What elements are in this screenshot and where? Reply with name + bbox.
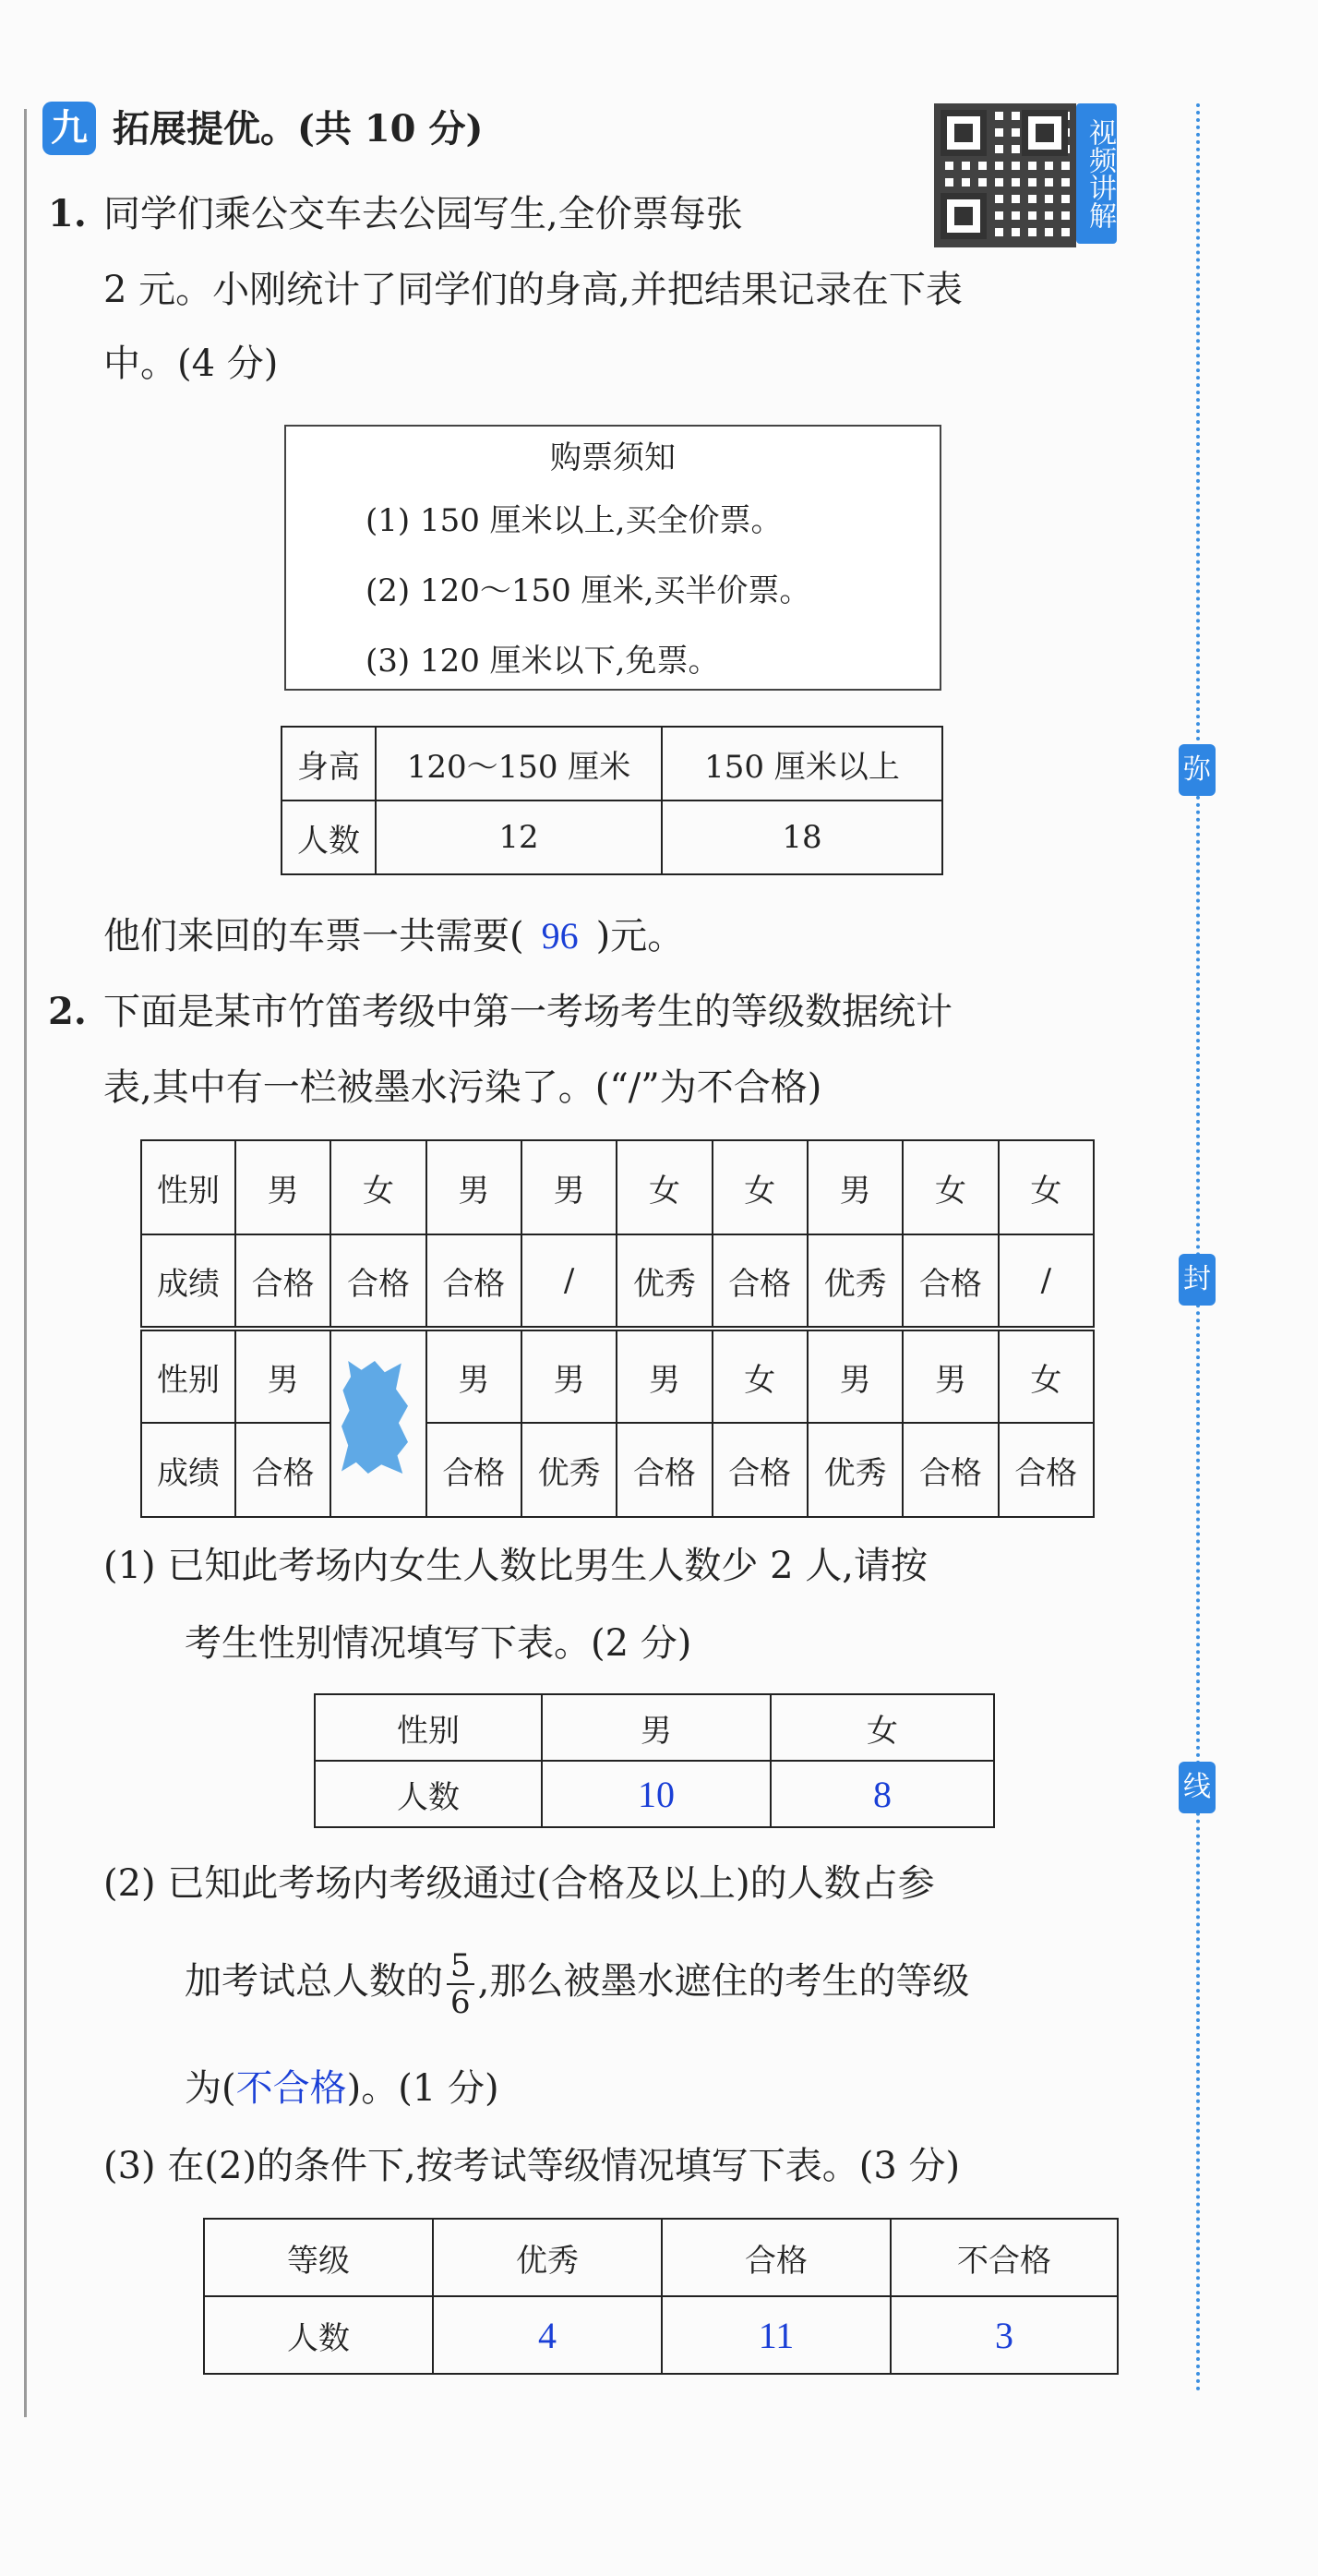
- grade-cell: 男: [903, 1329, 998, 1423]
- q2-sub2-answer[interactable]: 不合格: [235, 2067, 347, 2109]
- fraction: [447, 1948, 474, 2020]
- grade-cell: 合格: [903, 1234, 998, 1329]
- grade-cell: 成绩: [141, 1423, 235, 1517]
- q2-sub2-line3: [185, 2063, 499, 2114]
- grade-cell: 合格: [713, 1234, 808, 1329]
- grade-cell: 优秀: [808, 1423, 903, 1517]
- grade-cell: 女: [713, 1329, 808, 1423]
- gender-count-label: 人数: [315, 1761, 542, 1827]
- grade-cell: 男: [235, 1140, 330, 1234]
- grade-data-table: [140, 1139, 1095, 1518]
- grade-cell: 男: [521, 1329, 617, 1423]
- q2-sub2-line1: (2) 已知此考场内考级通过(合格及以上)的人数占参: [103, 1862, 935, 1905]
- q2-line2: 表,其中有一栏被墨水污染了。(“/”为不合格): [103, 1066, 822, 1109]
- q1-line2: 2 元。小刚统计了同学们的身高,并把结果记录在下表: [103, 269, 963, 311]
- level-header-label: 等级: [204, 2219, 433, 2296]
- grade-cell: 女: [330, 1140, 425, 1234]
- count-half-price: 12: [376, 800, 662, 874]
- grade-row-score-1: [141, 1234, 1094, 1329]
- gender-count-table: [314, 1693, 995, 1828]
- q2-sub1-line1: (1) 已知此考场内女生人数比男生人数少 2 人,请按: [103, 1545, 928, 1587]
- female-count-answer[interactable]: 8: [771, 1761, 994, 1827]
- gender-header-label: 性别: [315, 1694, 542, 1761]
- q1-answer-value[interactable]: 96: [541, 915, 579, 957]
- q2-sub2-line2-suffix: ,那么被墨水遮住的考生的等级: [477, 1960, 970, 2003]
- q2-sub3-line1: (3) 在(2)的条件下,按考试等级情况填写下表。(3 分): [103, 2145, 961, 2187]
- grade-cell: 合格: [617, 1423, 712, 1517]
- grade-cell: 合格: [999, 1423, 1094, 1517]
- q1-answer-line: [103, 910, 684, 962]
- level-header-fail: 不合格: [891, 2219, 1118, 2296]
- q2-sub2-line2: [185, 1935, 969, 2028]
- grade-cell: 男: [235, 1329, 330, 1423]
- pass-count-answer[interactable]: 11: [662, 2296, 891, 2374]
- grade-row-score-2: [141, 1423, 1094, 1517]
- q1-number: 1.: [48, 192, 87, 235]
- level-header-pass: 合格: [662, 2219, 891, 2296]
- grade-cell: 女: [617, 1140, 712, 1234]
- grade-row-gender-1: [141, 1140, 1094, 1234]
- level-count-label: 人数: [204, 2296, 433, 2374]
- q2-sub2-line2-prefix: 加考试总人数的: [185, 1960, 443, 2003]
- grade-cell: /: [999, 1234, 1094, 1329]
- q2-sub1-line2: 考生性别情况填写下表。(2 分): [185, 1622, 692, 1665]
- height-header-above: 150 厘米以上: [662, 727, 942, 800]
- grade-cell: 男: [426, 1329, 521, 1423]
- grade-cell: 女: [903, 1140, 998, 1234]
- grade-cell: 合格: [903, 1423, 998, 1517]
- height-header-range: 120～150 厘米: [376, 727, 662, 800]
- grade-row-gender-2: [141, 1329, 1094, 1423]
- notice-item-2: (2) 120～150 厘米,买半价票。: [365, 572, 811, 609]
- section-title: 拓展提优。(共 10 分): [113, 107, 484, 150]
- qr-code[interactable]: [934, 103, 1076, 247]
- grade-cell: 女: [999, 1140, 1094, 1234]
- margin-tab-3: 线: [1179, 1762, 1216, 1813]
- height-table: [281, 726, 943, 875]
- excellent-count-answer[interactable]: 4: [433, 2296, 662, 2374]
- grade-cell: 男: [426, 1140, 521, 1234]
- height-header-label: 身高: [282, 727, 376, 800]
- section-badge: 九: [42, 102, 96, 155]
- grade-cell: 优秀: [617, 1234, 712, 1329]
- margin-tab-2: 封: [1179, 1254, 1216, 1306]
- margin-tab-1: 弥: [1179, 744, 1216, 796]
- q1-line1: 同学们乘公交车去公园写生,全价票每张: [103, 193, 743, 235]
- dotted-cut-line: [1196, 103, 1200, 2393]
- q1-answer-suffix: )元。: [595, 915, 685, 957]
- grade-cell: 女: [999, 1329, 1094, 1423]
- q2-sub2-line3-prefix: 为(: [185, 2067, 236, 2110]
- q2-sub2-line3-suffix: )。(1 分): [346, 2067, 499, 2110]
- grade-cell: 男: [617, 1329, 712, 1423]
- male-count-answer[interactable]: 10: [542, 1761, 771, 1827]
- grade-cell: 合格: [426, 1423, 521, 1517]
- grade-cell: 男: [808, 1140, 903, 1234]
- grade-cell: /: [521, 1234, 617, 1329]
- ticket-notice-box: [284, 425, 941, 691]
- fraction-denominator: 6: [450, 1984, 471, 2021]
- grade-cell: 男: [521, 1140, 617, 1234]
- grade-cell: 成绩: [141, 1234, 235, 1329]
- notice-title: 购票须知: [550, 439, 676, 476]
- grade-cell: 性别: [141, 1140, 235, 1234]
- grade-cell: 优秀: [521, 1423, 617, 1517]
- qr-finder-tl: [941, 110, 987, 156]
- grade-cell: 男: [808, 1329, 903, 1423]
- video-explain-label[interactable]: 视频讲解: [1076, 103, 1117, 244]
- grade-cell: 女: [713, 1140, 808, 1234]
- grade-cell: 性别: [141, 1329, 235, 1423]
- qr-finder-bl: [941, 193, 987, 239]
- grade-cell: 优秀: [808, 1234, 903, 1329]
- level-header-excellent: 优秀: [433, 2219, 662, 2296]
- qr-finder-tr: [1022, 110, 1068, 156]
- count-full-price: 18: [662, 800, 942, 874]
- grade-cell: 合格: [235, 1423, 330, 1517]
- grade-cell: 合格: [426, 1234, 521, 1329]
- grade-cell: 合格: [713, 1423, 808, 1517]
- grade-cell: 合格: [235, 1234, 330, 1329]
- q2-number: 2.: [48, 990, 87, 1033]
- gender-header-male: 男: [542, 1694, 771, 1761]
- q1-line3: 中。(4 分): [103, 343, 279, 385]
- fraction-numerator: 5: [447, 1948, 474, 1985]
- left-margin-rule: [24, 109, 27, 2417]
- q1-answer-prefix: 他们来回的车票一共需要(: [103, 915, 524, 957]
- grade-level-table: [203, 2218, 1119, 2375]
- q2-line1: 下面是某市竹笛考级中第一考场考生的等级数据统计: [103, 991, 953, 1033]
- grade-cell: 合格: [330, 1234, 425, 1329]
- count-label: 人数: [282, 800, 376, 874]
- fail-count-answer[interactable]: 3: [891, 2296, 1118, 2374]
- notice-item-3: (3) 120 厘米以下,免票。: [365, 643, 720, 680]
- gender-header-female: 女: [771, 1694, 994, 1761]
- notice-item-1: (1) 150 厘米以上,买全价票。: [365, 502, 783, 539]
